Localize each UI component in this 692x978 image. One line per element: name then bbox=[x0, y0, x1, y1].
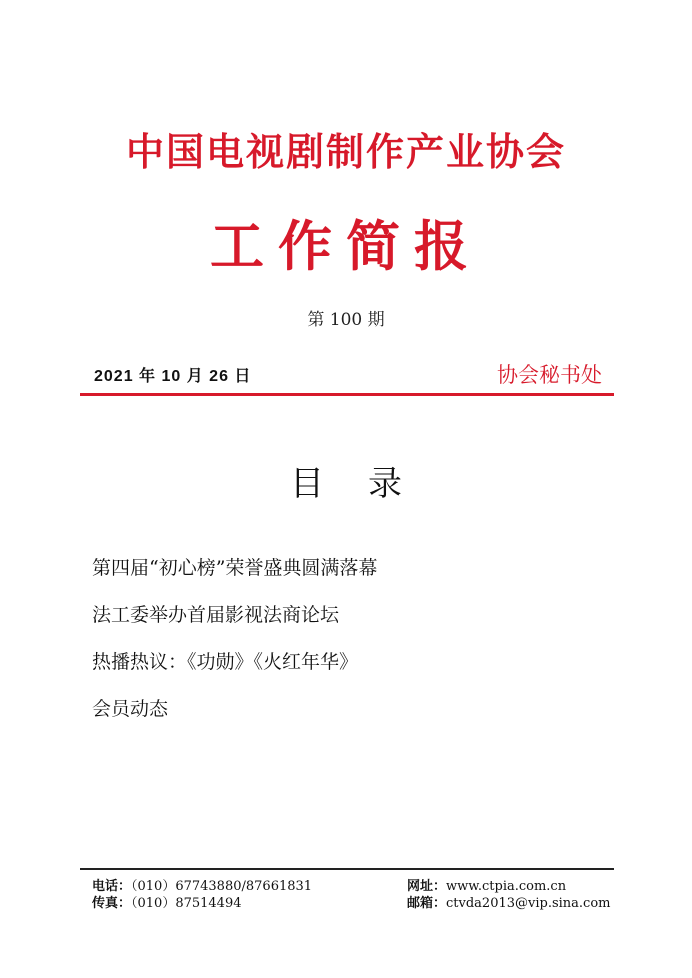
toc-item-forum[interactable]: 法工委举办首届影视法商论坛 bbox=[92, 604, 340, 626]
phone-line bbox=[92, 878, 312, 895]
issue-number: 第 100 期 bbox=[307, 310, 385, 330]
toc-item-hot-shows[interactable]: 热播热议：《功勋》《火红年华》 bbox=[92, 651, 359, 673]
footer-divider bbox=[80, 868, 614, 870]
header-divider bbox=[80, 393, 614, 396]
toc-heading: 目录 bbox=[290, 464, 446, 504]
email-line bbox=[407, 895, 611, 912]
web-link[interactable]: www.ctpia.com.cn bbox=[446, 879, 567, 894]
toc-item-ceremony[interactable]: 第四届“初心榜”荣誉盛典圆满落幕 bbox=[92, 557, 378, 579]
email-label: 邮箱： bbox=[407, 896, 447, 911]
phone-value: （010）67743880/87661831 bbox=[131, 879, 313, 894]
publish-date: 2021 年 10 月 26 日 bbox=[94, 368, 252, 385]
web-label: 网址： bbox=[407, 879, 447, 894]
footer-contact bbox=[92, 878, 312, 912]
toc-list bbox=[92, 556, 377, 744]
document-title: 工作简报 bbox=[210, 215, 482, 278]
toc-item-member-news[interactable]: 会员动态 bbox=[92, 698, 169, 720]
web-line bbox=[407, 878, 611, 895]
issuing-office: 协会秘书处 bbox=[497, 363, 602, 387]
phone-label: 电话： bbox=[92, 879, 132, 894]
fax-value: （010）87514494 bbox=[131, 896, 242, 911]
fax-label: 传真： bbox=[92, 896, 132, 911]
organization-title: 中国电视剧制作产业协会 bbox=[125, 129, 566, 174]
email-link[interactable]: ctvda2013@vip.sina.com bbox=[446, 896, 611, 911]
fax-line bbox=[92, 895, 312, 912]
footer-online bbox=[407, 878, 611, 912]
